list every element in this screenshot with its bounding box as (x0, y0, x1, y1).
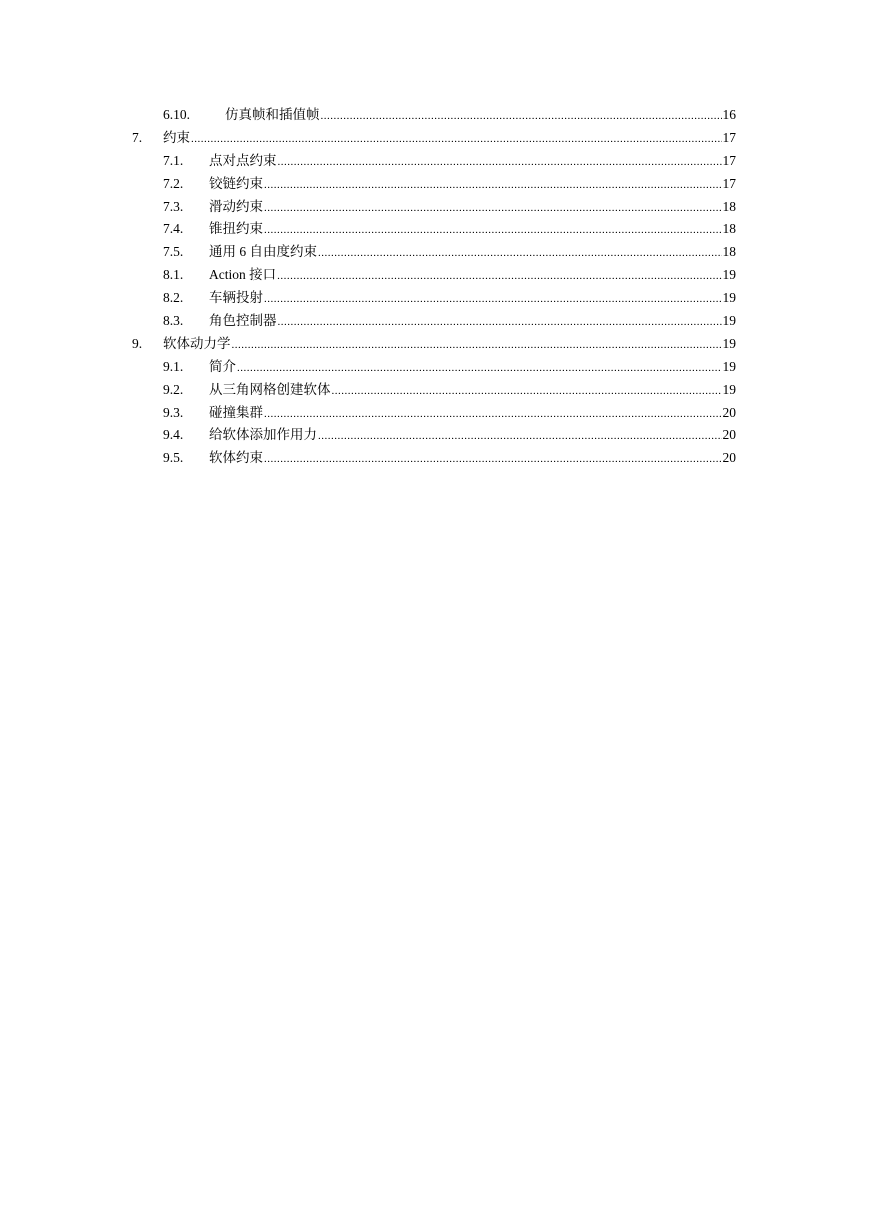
toc-entry[interactable] (0, 356, 869, 379)
toc-entry-page: 19 (722, 358, 736, 374)
toc-entry-page: 16 (722, 107, 736, 122)
toc-entry-title: 简介 (209, 358, 236, 374)
toc-entry-number: 7. (132, 129, 143, 145)
toc-entry[interactable] (0, 447, 869, 470)
toc-entry-title: 给软体添加作用力 (209, 427, 317, 443)
dot-leader (232, 334, 722, 357)
toc-entry-number: 9. (132, 335, 143, 351)
toc-entry[interactable] (0, 379, 869, 402)
toc-entry-title: 点对点约束 (209, 152, 277, 168)
dot-leader (321, 105, 722, 128)
dot-leader (191, 128, 722, 151)
toc-entry-body (209, 424, 736, 448)
toc-entry-body (209, 447, 736, 471)
toc-entry[interactable] (0, 310, 869, 333)
toc-entry-number: 9.5. (163, 450, 184, 466)
toc-entry-body (209, 196, 736, 220)
toc-entry-page: 20 (722, 404, 736, 420)
toc-entry-number: 6.10. (163, 107, 190, 122)
toc-entry-page: 18 (722, 244, 736, 260)
toc-entry-title: 软体动力学 (163, 335, 231, 351)
toc-entry[interactable] (0, 402, 869, 425)
toc-entry-body (209, 287, 736, 311)
toc-entry-number: 9.2. (163, 381, 184, 397)
toc-entry-title: 锥扭约束 (209, 221, 263, 237)
toc-entry-number: 8.2. (163, 290, 184, 306)
toc-entry-page: 20 (722, 427, 736, 443)
toc-entry-number: 9.4. (163, 427, 184, 443)
toc-entry-number: 7.4. (163, 221, 184, 237)
toc-entry-title: 从三角网格创建软体 (209, 381, 331, 397)
dot-leader (332, 380, 722, 403)
toc-entry-body (163, 127, 736, 151)
toc-entry-title: 碰撞集群 (209, 404, 263, 420)
toc-entry-number: 9.1. (163, 358, 184, 374)
dot-leader (264, 448, 722, 471)
toc-entry-number: 9.3. (163, 404, 184, 420)
dot-leader (277, 265, 721, 288)
toc-entry-title: 车辆投射 (209, 290, 263, 306)
toc-entry[interactable] (0, 127, 869, 150)
toc-entry-title: Action 接口 (209, 267, 277, 283)
toc-entry-title: 约束 (163, 129, 190, 145)
dot-leader (318, 425, 722, 448)
toc-entry-page: 20 (722, 450, 736, 466)
toc-entry[interactable] (0, 264, 869, 287)
toc-entry[interactable] (0, 150, 869, 173)
toc-entry[interactable] (0, 333, 869, 356)
dot-leader (264, 288, 722, 311)
toc-entry-body (209, 310, 736, 334)
toc-entry-title: 仿真帧和插值帧 (225, 107, 320, 122)
toc-entry-page: 19 (722, 267, 736, 283)
toc-entry-body (163, 333, 736, 357)
toc-entry-page: 19 (722, 381, 736, 397)
toc-entry[interactable] (0, 241, 869, 264)
toc-entry[interactable] (0, 287, 869, 310)
toc-entry-page: 19 (722, 290, 736, 306)
toc-entry-number: 8.1. (163, 267, 184, 283)
dot-leader (278, 151, 722, 174)
toc-entry-body (209, 150, 736, 174)
toc-entry-body (209, 379, 736, 403)
dot-leader (278, 311, 722, 334)
toc-entry-title: 软体约束 (209, 450, 263, 466)
toc-entry-title: 滑动约束 (209, 198, 263, 214)
toc-entry-title: 铰链约束 (209, 175, 263, 191)
toc-entry-body (209, 356, 736, 380)
toc-entry[interactable] (0, 173, 869, 196)
toc-entry[interactable] (0, 196, 869, 219)
toc-entry-page: 17 (722, 152, 736, 168)
toc-entry-page: 17 (722, 129, 736, 145)
toc-entry[interactable] (0, 218, 869, 241)
toc-entry-body (209, 264, 736, 288)
toc-entry-body (209, 173, 736, 197)
dot-leader (264, 174, 722, 197)
toc-entry-title: 角色控制器 (209, 313, 277, 329)
toc-entry-number: 7.1. (163, 152, 184, 168)
toc-entry-number: 7.3. (163, 198, 184, 214)
toc-entry-body (225, 104, 736, 128)
toc-entry-page: 19 (722, 335, 736, 351)
toc-entry-body (209, 218, 736, 242)
toc-entry-number: 7.5. (163, 244, 184, 260)
dot-leader (264, 197, 722, 220)
dot-leader (237, 357, 722, 380)
toc-entry-body (209, 402, 736, 426)
dot-leader (264, 219, 722, 242)
toc-entry-page: 19 (722, 313, 736, 329)
toc-entry[interactable] (0, 424, 869, 447)
toc-entry-page: 18 (722, 221, 736, 237)
toc-entry-body (209, 241, 736, 265)
toc-entry-page: 17 (722, 175, 736, 191)
toc-entry[interactable] (0, 104, 869, 127)
toc-entry-page: 18 (722, 198, 736, 214)
toc-entry-title: 通用 6 自由度约束 (209, 244, 317, 260)
dot-leader (318, 242, 722, 265)
table-of-contents (0, 104, 869, 470)
toc-entry-number: 7.2. (163, 175, 184, 191)
toc-entry-number: 8.3. (163, 313, 184, 329)
dot-leader (264, 403, 722, 426)
